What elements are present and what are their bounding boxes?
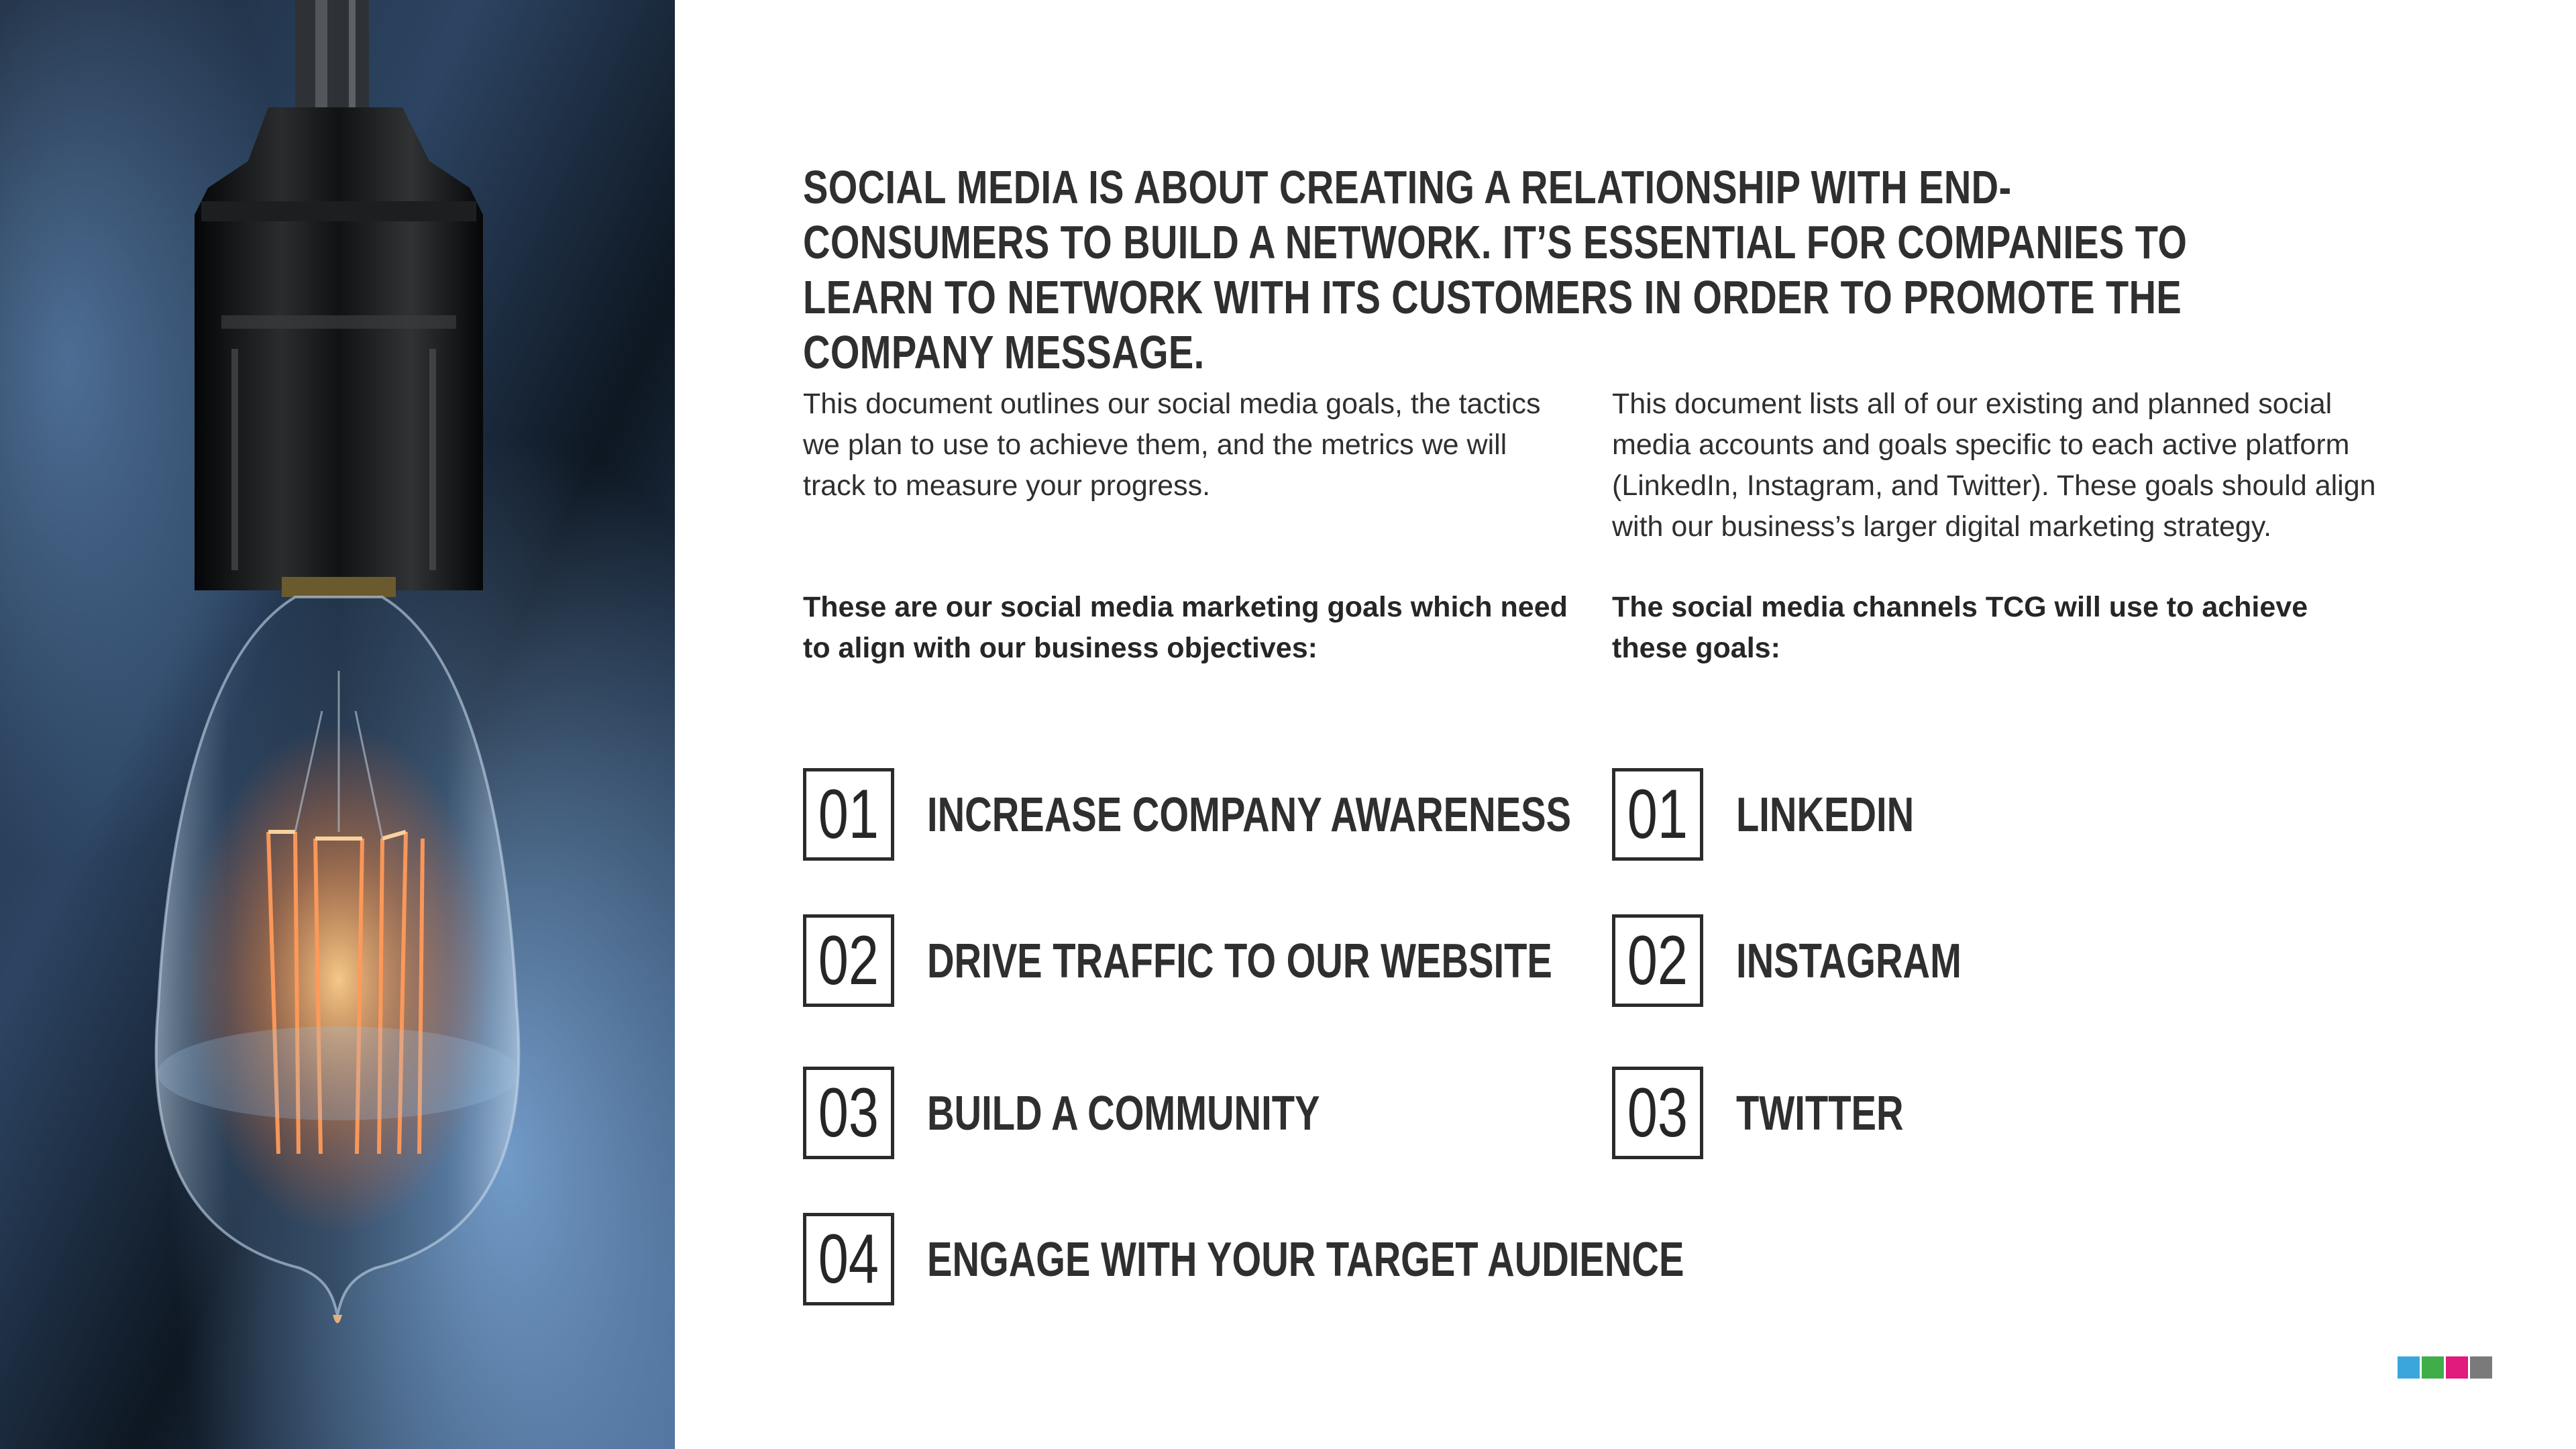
goal-label: ENGAGE WITH YOUR TARGET AUDIENCE	[927, 1233, 1684, 1287]
goal-number: 04	[818, 1220, 879, 1298]
swatch-pink	[2446, 1356, 2468, 1379]
goal-item-3	[803, 1067, 1541, 1165]
swatch-gray	[2470, 1356, 2492, 1379]
goal-number-box	[803, 1213, 894, 1305]
channel-number-box	[1612, 1067, 1703, 1159]
page-headline: SOCIAL MEDIA IS ABOUT CREATING A RELATIONSHIP WITH END-CONSUMERS TO BUILD A NETWORK. IT’S ESSENTIAL FOR COMPANIES TO LEARN TO NETWORK WITH ITS CUSTOMERS IN ORDER TO PROMOTE THE COMPANY MESSAGE.	[803, 161, 2188, 378]
intro-left-paragraph: This document outlines our social media goals, the tactics we plan to use to achieve them, and the metrics we will track to measure your progress.	[803, 388, 1541, 502]
goal-item-1	[803, 768, 1572, 866]
intro-right-paragraph: This document lists all of our existing and planned social media accounts and goals specific to each active platform (LinkedIn, Instagram, and Twitter). These goals should align with our business’s larger digital marketing strategy.	[1612, 388, 2376, 543]
channel-number: 01	[1627, 775, 1688, 853]
lightbulb-photo	[0, 0, 675, 1449]
channel-item-linkedin	[1612, 768, 2216, 866]
goal-number-box	[803, 768, 894, 861]
goal-label: DRIVE TRAFFIC TO OUR WEBSITE	[927, 934, 1552, 988]
channels-heading: The social media channels TCG will use to achieve these goals:	[1612, 591, 2308, 664]
goal-item-2	[803, 914, 1552, 1012]
goal-item-4	[803, 1213, 1684, 1311]
goal-label: BUILD A COMMUNITY	[927, 1087, 1320, 1140]
channel-item-twitter	[1612, 1067, 2216, 1165]
channel-label: LINKEDIN	[1736, 788, 1915, 842]
goal-label: INCREASE COMPANY AWARENESS	[927, 788, 1572, 842]
goal-number-box	[803, 1067, 894, 1159]
channel-number: 03	[1627, 1074, 1688, 1152]
goal-number-box	[803, 914, 894, 1007]
channel-number: 02	[1627, 922, 1688, 1000]
goal-number: 01	[818, 775, 879, 853]
channel-number-box	[1612, 768, 1703, 861]
channel-label: TWITTER	[1736, 1087, 1904, 1140]
channel-item-instagram	[1612, 914, 2216, 1012]
channel-label: INSTAGRAM	[1736, 934, 1962, 988]
goal-number: 02	[818, 922, 879, 1000]
swatch-green	[2422, 1356, 2444, 1379]
swatch-blue	[2398, 1356, 2420, 1379]
channel-number-box	[1612, 914, 1703, 1007]
goals-heading: These are our social media marketing goals which need to align with our business objectives:	[803, 591, 1568, 664]
goal-number: 03	[818, 1074, 879, 1152]
brand-color-swatches	[2398, 1356, 2492, 1379]
